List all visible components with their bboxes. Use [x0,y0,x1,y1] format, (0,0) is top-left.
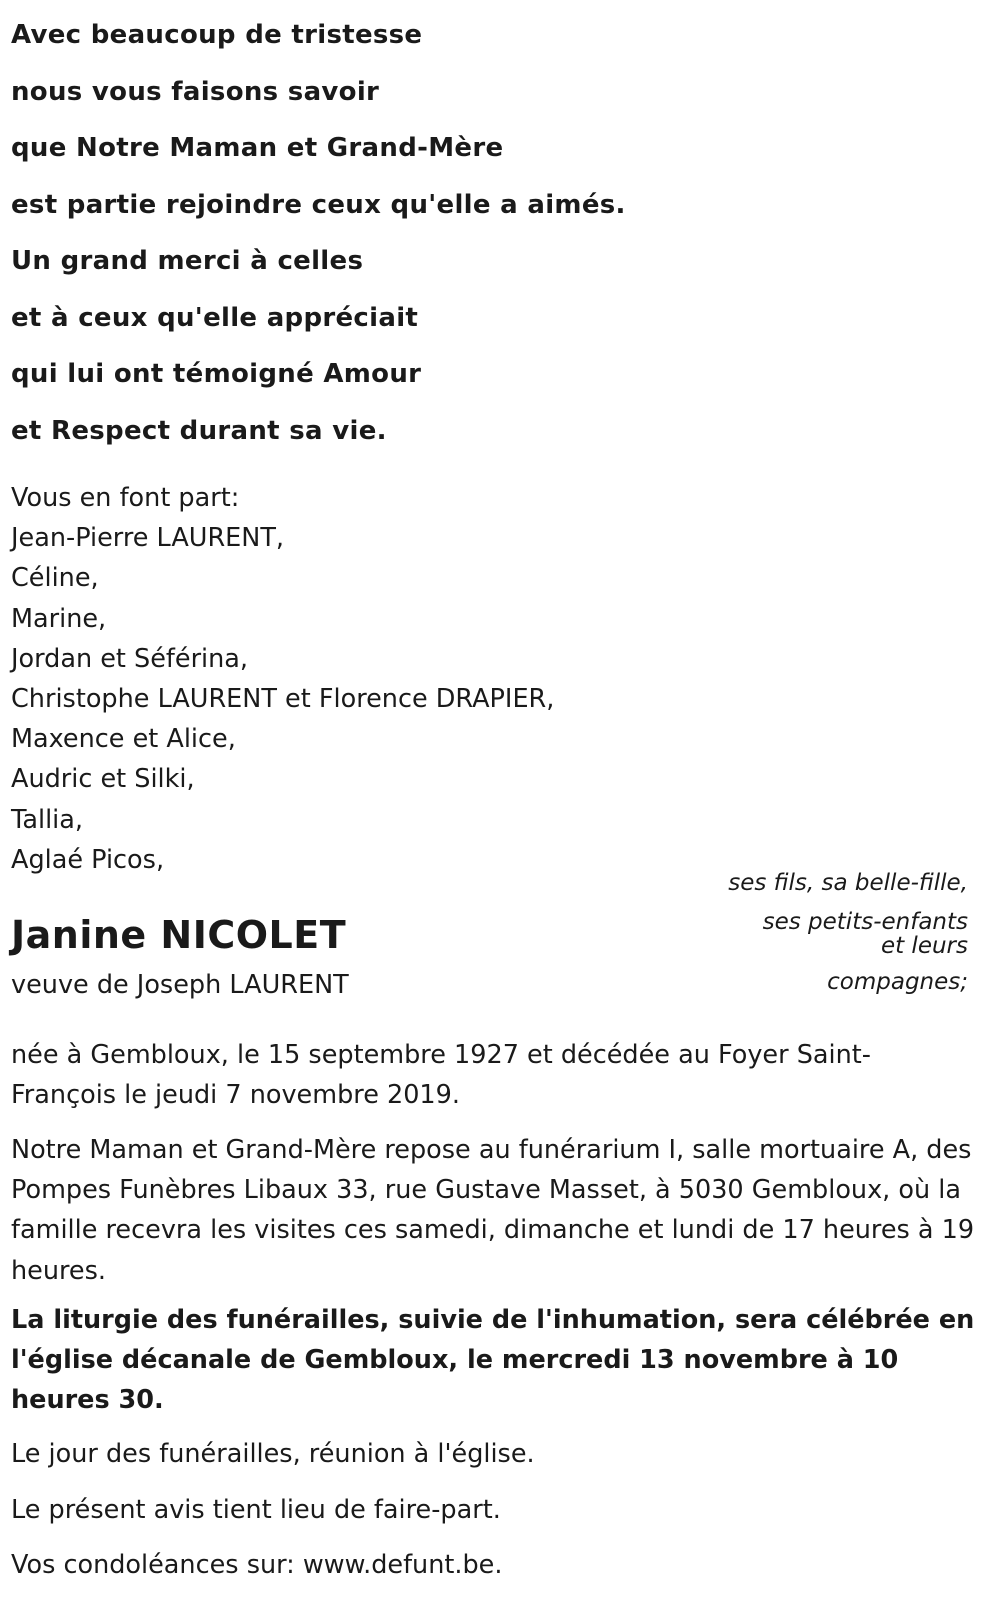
intro-line: Un grand merci à celles [11,246,364,276]
family-member: Aglaé Picos, [11,844,165,875]
family-list [11,478,554,880]
family-member: Céline, [11,563,99,594]
relation-line: ses fils, sa belle-fille, [728,870,968,896]
meeting-note: Le jour des funérailles, réunion à l'église. [11,1439,535,1469]
intro-line: et à ceux qu'elle appréciait [11,302,419,333]
resting-place-details: Notre Maman et Grand-Mère repose au funérarium I, salle mortuaire A, des Pompes Funèbres Libaux 33, rue Gustave Masset, à 5030 Gembloux, où la famille recevra les visites ces samedi, dimanche et lundi de 17 heures à 19 heures. [11,1135,975,1286]
intro-message [11,7,626,459]
condolences-note: Vos condoléances sur: www.defunt.be. [11,1550,503,1580]
notice-note: Le présent avis tient lieu de faire-part. [11,1495,501,1525]
birth-death-details: née à Gembloux, le 15 septembre 1927 et décédée au Foyer Saint-François le jeudi 7 novembre 2019. [11,1040,871,1111]
family-heading: Vous en font part: [11,483,240,513]
family-member: Tallia, [11,804,83,835]
family-member: Jordan et Séférina, [11,643,249,674]
intro-line: Avec beaucoup de tristesse [11,20,423,50]
intro-line: qui lui ont témoigné Amour [11,359,422,389]
family-member: Maxence et Alice, [11,724,236,755]
relation-line: compagnes; [827,969,968,995]
intro-line: et Respect durant sa vie. [11,415,387,446]
intro-line: nous vous faisons savoir [11,76,380,107]
family-member: Jean-Pierre LAURENT, [11,523,285,554]
relation-line-part: et leurs [880,933,968,959]
widow-of: veuve de Joseph LAURENT [11,970,349,1000]
relation-line-part: ses petits-enfants [762,909,968,935]
family-member: Christophe LAURENT et Florence DRAPIER, [11,684,555,715]
family-member: Marine, [11,603,107,634]
liturgy-details: La liturgie des funérailles, suivie de l'inhumation, sera célébrée en l'église décanale de Gembloux, le mercredi 13 novembre à 10 heures 30. [11,1305,975,1416]
family-member: Audric et Silki, [11,764,195,795]
relation-line [763,910,968,958]
deceased-name: Janine NICOLET [11,913,347,957]
intro-line: que Notre Maman et Grand-Mère [11,133,504,163]
intro-line: est partie rejoindre ceux qu'elle a aimés. [11,189,626,220]
